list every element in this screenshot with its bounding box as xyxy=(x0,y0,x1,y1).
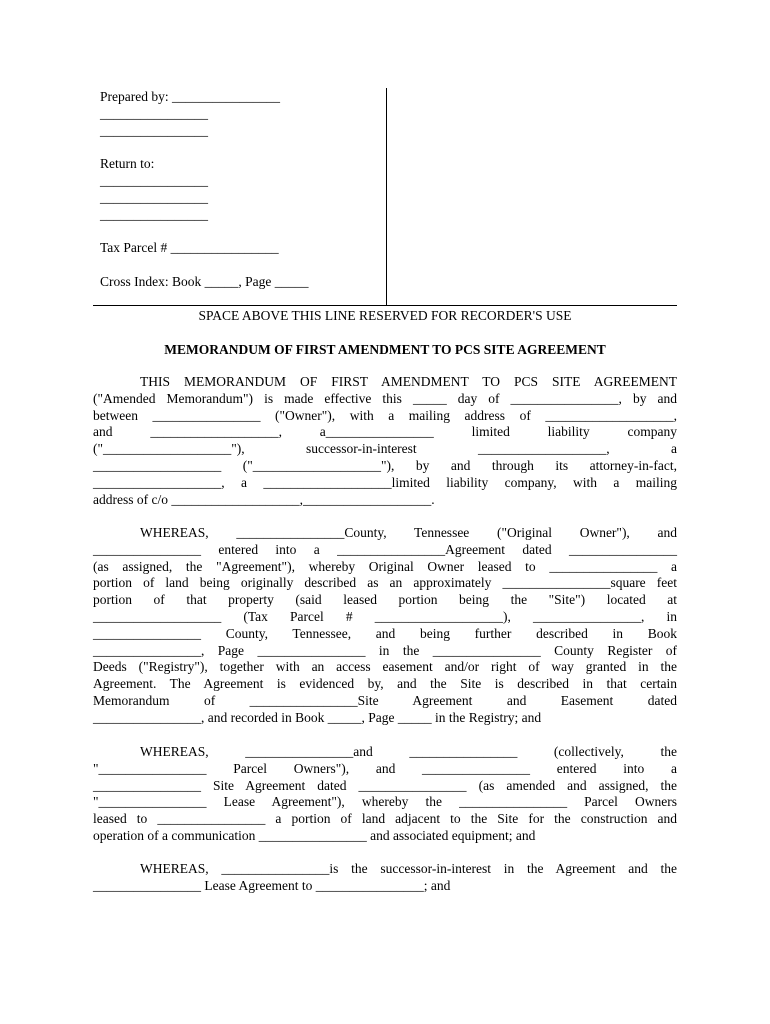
paragraph-line: ___________________, a ___________________limited liability company, with a mailing xyxy=(93,474,677,490)
return-to-line-2: ________________ xyxy=(100,190,208,205)
paragraph-line: ________________ County, Tennessee, and being further described in Book xyxy=(93,625,677,641)
return-to: Return to: xyxy=(100,156,155,171)
paragraph-line: and ___________________, a________________ limited liability company xyxy=(93,424,677,440)
paragraph-line: (as assigned, the "Agreement"), whereby Original Owner leased to ________________ a xyxy=(93,558,677,574)
paragraph-line: ________________, Page ________________ in the ________________ County Register of xyxy=(93,642,677,658)
paragraph-line: THIS MEMORANDUM OF FIRST AMENDMENT TO PCS SITE AGREEMENT xyxy=(140,374,677,389)
paragraph-whereas-3 xyxy=(93,861,677,895)
recorder-note: SPACE ABOVE THIS LINE RESERVED FOR RECORDER'S USE xyxy=(198,308,572,323)
paragraph-line: "________________ Parcel Owners"), and ________________ entered into a xyxy=(93,760,677,776)
return-to-line-3: ________________ xyxy=(100,207,208,222)
paragraph-line: WHEREAS, ________________is the successor-in-interest in the Agreement and the xyxy=(140,861,677,876)
paragraph-line: ________________ Site Agreement dated ________________ (as amended and assigned, the xyxy=(93,777,677,793)
paragraph-whereas-1 xyxy=(93,525,677,727)
return-to-line-1: ________________ xyxy=(100,173,208,188)
paragraph-line: WHEREAS, ________________County, Tennessee ("Original Owner"), and xyxy=(140,525,677,540)
paragraph-whereas-2 xyxy=(93,744,677,845)
header-vertical-divider xyxy=(386,88,387,305)
paragraph-line: ("Amended Memorandum") is made effective this _____ day of ________________, by and xyxy=(93,390,677,406)
tax-parcel: Tax Parcel # ________________ xyxy=(100,240,279,255)
paragraph-line: ________________ entered into a ________________Agreement dated ________________ xyxy=(93,541,677,557)
prepared-by-line-1: ________________ xyxy=(100,106,208,121)
paragraph-line: WHEREAS, ________________and ________________ (collectively, the xyxy=(140,744,677,759)
paragraph-line: leased to ________________ a portion of land adjacent to the Site for the construction and xyxy=(93,811,677,827)
paragraph-line: between ________________ ("Owner"), with a mailing address of ___________________, xyxy=(93,407,677,423)
paragraph-intro xyxy=(93,374,677,508)
paragraph-line: address of c/o ___________________,___________________. xyxy=(93,491,435,507)
paragraph-line: "________________ Lease Agreement"), whereby the ________________ Parcel Owners xyxy=(93,794,677,810)
paragraph-line: Memorandum of ________________Site Agreement and Easement dated xyxy=(93,692,677,708)
cross-index: Cross Index: Book _____, Page _____ xyxy=(100,274,309,289)
paragraph-line: Agreement. The Agreement is evidenced by, and the Site is described in that certain xyxy=(93,676,677,692)
document-title: MEMORANDUM OF FIRST AMENDMENT TO PCS SITE AGREEMENT xyxy=(164,342,606,357)
prepared-by: Prepared by: ________________ xyxy=(100,89,280,104)
paragraph-line: operation of a communication ________________ and associated equipment; and xyxy=(93,827,536,843)
paragraph-line: ________________, and recorded in Book _____, Page _____ in the Registry; and xyxy=(93,709,542,725)
paragraph-line: portion of land being originally described as an approximately ________________square feet xyxy=(93,575,677,591)
prepared-by-line-2: ________________ xyxy=(100,123,208,138)
recorder-divider-line xyxy=(93,305,677,306)
paragraph-line: Deeds ("Registry"), together with an access easement and/or right of way granted in the xyxy=(93,659,677,675)
paragraph-line: ("___________________"), successor-in-interest ___________________, a xyxy=(93,441,677,457)
paragraph-line: portion of that property (said leased portion being the "Site") located at xyxy=(93,592,677,608)
paragraph-line: ________________ Lease Agreement to ________________; and xyxy=(93,877,451,893)
paragraph-line: ___________________ (Tax Parcel # ___________________), ________________, in xyxy=(93,608,677,624)
paragraph-line: ___________________ ("___________________"), by and through its attorney-in-fact, xyxy=(93,457,677,473)
